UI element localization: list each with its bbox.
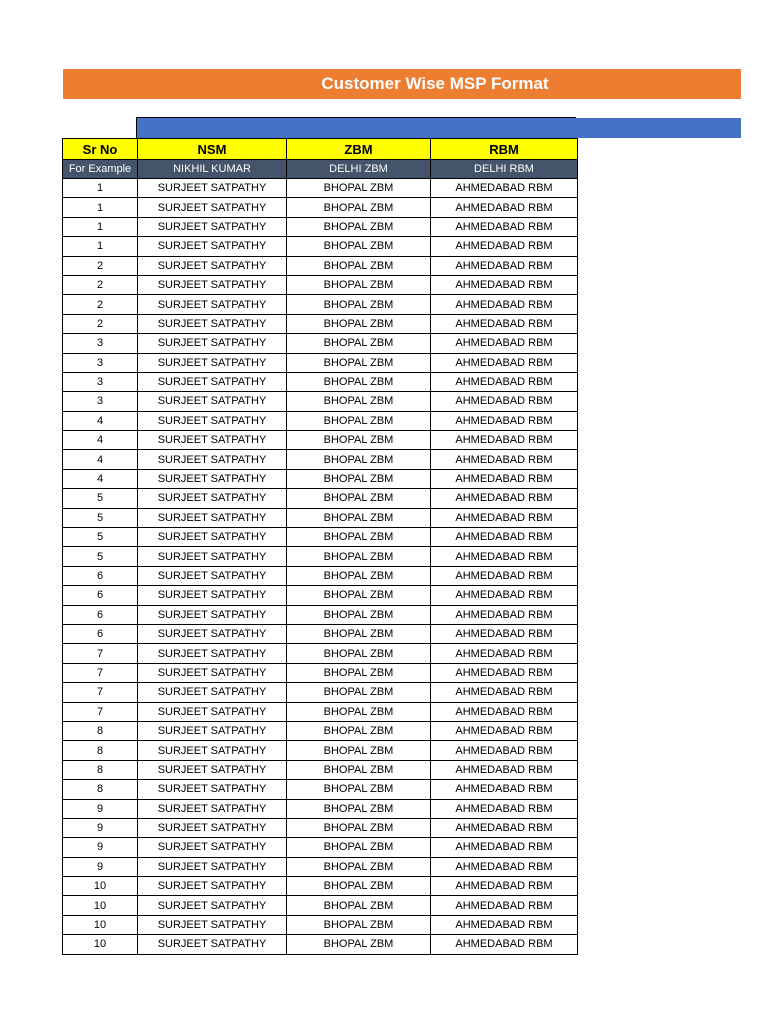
cell-nsm[interactable]: SURJEET SATPATHY — [138, 702, 287, 721]
cell-zbm[interactable]: BHOPAL ZBM — [287, 857, 431, 876]
table-row — [63, 431, 578, 450]
cell-rbm[interactable]: AHMEDABAD RBM — [431, 547, 578, 566]
cell-zbm[interactable]: BHOPAL ZBM — [287, 256, 431, 275]
table-row — [63, 702, 578, 721]
cell-zbm[interactable]: BHOPAL ZBM — [287, 799, 431, 818]
cell-sr-no[interactable]: 9 — [63, 818, 138, 837]
cell-zbm[interactable]: BHOPAL ZBM — [287, 896, 431, 915]
cell-rbm[interactable]: AHMEDABAD RBM — [431, 721, 578, 740]
cell-rbm[interactable]: AHMEDABAD RBM — [431, 256, 578, 275]
cell-nsm[interactable]: SURJEET SATPATHY — [138, 857, 287, 876]
cell-nsm[interactable]: SURJEET SATPATHY — [138, 547, 287, 566]
cell-sr-no[interactable]: 8 — [63, 780, 138, 799]
cell-rbm[interactable]: AHMEDABAD RBM — [431, 334, 578, 353]
cell-rbm[interactable]: AHMEDABAD RBM — [431, 644, 578, 663]
table-row — [63, 392, 578, 411]
table-row — [63, 353, 578, 372]
cell-zbm[interactable]: BHOPAL ZBM — [287, 877, 431, 896]
table-row — [63, 605, 578, 624]
cell-nsm[interactable]: SURJEET SATPATHY — [138, 818, 287, 837]
table-row — [63, 334, 578, 353]
cell-zbm[interactable]: BHOPAL ZBM — [287, 431, 431, 450]
cell-sr-no[interactable]: 9 — [63, 857, 138, 876]
cell-sr-no[interactable]: 4 — [63, 450, 138, 469]
table-row — [63, 935, 578, 954]
cell-zbm[interactable]: BHOPAL ZBM — [287, 217, 431, 236]
header-nsm[interactable]: NSM — [138, 139, 287, 160]
cell-nsm[interactable]: SURJEET SATPATHY — [138, 489, 287, 508]
table-row — [63, 566, 578, 585]
table-row — [63, 314, 578, 333]
example-rbm[interactable]: DELHI RBM — [431, 160, 578, 179]
cell-nsm[interactable]: SURJEET SATPATHY — [138, 644, 287, 663]
cell-sr-no[interactable]: 9 — [63, 838, 138, 857]
cell-sr-no[interactable]: 5 — [63, 528, 138, 547]
cell-sr-no[interactable]: 6 — [63, 605, 138, 624]
table-row — [63, 528, 578, 547]
cell-nsm[interactable]: SURJEET SATPATHY — [138, 799, 287, 818]
cell-zbm[interactable]: BHOPAL ZBM — [287, 780, 431, 799]
cell-rbm[interactable]: AHMEDABAD RBM — [431, 818, 578, 837]
cell-nsm[interactable]: SURJEET SATPATHY — [138, 450, 287, 469]
cell-sr-no[interactable]: 2 — [63, 295, 138, 314]
cell-sr-no[interactable]: 8 — [63, 741, 138, 760]
cell-sr-no[interactable]: 6 — [63, 566, 138, 585]
cell-nsm[interactable]: SURJEET SATPATHY — [138, 780, 287, 799]
table-row — [63, 741, 578, 760]
table-row — [63, 857, 578, 876]
cell-sr-no[interactable]: 3 — [63, 392, 138, 411]
cell-zbm[interactable]: BHOPAL ZBM — [287, 489, 431, 508]
cell-sr-no[interactable]: 8 — [63, 760, 138, 779]
cell-nsm[interactable]: SURJEET SATPATHY — [138, 411, 287, 430]
cell-sr-no[interactable]: 1 — [63, 179, 138, 198]
example-zbm[interactable]: DELHI ZBM — [287, 160, 431, 179]
title-banner — [63, 69, 741, 99]
cell-rbm[interactable]: AHMEDABAD RBM — [431, 198, 578, 217]
cell-sr-no[interactable]: 3 — [63, 334, 138, 353]
cell-zbm[interactable]: BHOPAL ZBM — [287, 198, 431, 217]
cell-sr-no[interactable]: 6 — [63, 624, 138, 643]
cell-nsm[interactable]: SURJEET SATPATHY — [138, 605, 287, 624]
table-row — [63, 372, 578, 391]
cell-zbm[interactable]: BHOPAL ZBM — [287, 818, 431, 837]
cell-nsm[interactable]: SURJEET SATPATHY — [138, 431, 287, 450]
table-row — [63, 838, 578, 857]
cell-nsm[interactable]: SURJEET SATPATHY — [138, 256, 287, 275]
cell-sr-no[interactable]: 4 — [63, 431, 138, 450]
cell-sr-no[interactable]: 2 — [63, 275, 138, 294]
cell-nsm[interactable]: SURJEET SATPATHY — [138, 721, 287, 740]
cell-nsm[interactable]: SURJEET SATPATHY — [138, 877, 287, 896]
cell-zbm[interactable]: BHOPAL ZBM — [287, 334, 431, 353]
cell-sr-no[interactable]: 5 — [63, 508, 138, 527]
cell-zbm[interactable]: BHOPAL ZBM — [287, 935, 431, 954]
table-row — [63, 237, 578, 256]
header-row — [63, 139, 578, 160]
cell-rbm[interactable]: AHMEDABAD RBM — [431, 915, 578, 934]
table-row — [63, 877, 578, 896]
cell-rbm[interactable]: AHMEDABAD RBM — [431, 528, 578, 547]
cell-nsm[interactable]: SURJEET SATPATHY — [138, 469, 287, 488]
cell-zbm[interactable]: BHOPAL ZBM — [287, 624, 431, 643]
table-row — [63, 547, 578, 566]
cell-nsm[interactable]: SURJEET SATPATHY — [138, 760, 287, 779]
cell-sr-no[interactable]: 10 — [63, 896, 138, 915]
cell-sr-no[interactable]: 10 — [63, 877, 138, 896]
cell-nsm[interactable]: SURJEET SATPATHY — [138, 179, 287, 198]
cell-zbm[interactable]: BHOPAL ZBM — [287, 372, 431, 391]
cell-nsm[interactable]: SURJEET SATPATHY — [138, 896, 287, 915]
cell-sr-no[interactable]: 7 — [63, 702, 138, 721]
cell-zbm[interactable]: BHOPAL ZBM — [287, 721, 431, 740]
cell-rbm[interactable]: AHMEDABAD RBM — [431, 469, 578, 488]
cell-rbm[interactable]: AHMEDABAD RBM — [431, 566, 578, 585]
cell-sr-no[interactable]: 7 — [63, 644, 138, 663]
cell-zbm[interactable]: BHOPAL ZBM — [287, 915, 431, 934]
cell-zbm[interactable]: BHOPAL ZBM — [287, 547, 431, 566]
table-row — [63, 217, 578, 236]
table-row — [63, 915, 578, 934]
cell-zbm[interactable]: BHOPAL ZBM — [287, 411, 431, 430]
cell-sr-no[interactable]: 10 — [63, 915, 138, 934]
cell-rbm[interactable]: AHMEDABAD RBM — [431, 780, 578, 799]
cell-nsm[interactable]: SURJEET SATPATHY — [138, 295, 287, 314]
table-row — [63, 450, 578, 469]
cell-nsm[interactable]: SURJEET SATPATHY — [138, 528, 287, 547]
table-row — [63, 586, 578, 605]
blue-header-band — [137, 118, 741, 138]
cell-zbm[interactable]: BHOPAL ZBM — [287, 508, 431, 527]
cell-rbm[interactable]: AHMEDABAD RBM — [431, 799, 578, 818]
cell-rbm[interactable]: AHMEDABAD RBM — [431, 314, 578, 333]
cell-zbm[interactable]: BHOPAL ZBM — [287, 702, 431, 721]
cell-nsm[interactable]: SURJEET SATPATHY — [138, 275, 287, 294]
cell-rbm[interactable]: AHMEDABAD RBM — [431, 353, 578, 372]
cell-zbm[interactable]: BHOPAL ZBM — [287, 179, 431, 198]
table-row — [63, 780, 578, 799]
cell-rbm[interactable]: AHMEDABAD RBM — [431, 275, 578, 294]
table-row — [63, 275, 578, 294]
cell-zbm[interactable]: BHOPAL ZBM — [287, 353, 431, 372]
cell-nsm[interactable]: SURJEET SATPATHY — [138, 334, 287, 353]
cell-rbm[interactable]: AHMEDABAD RBM — [431, 935, 578, 954]
cell-sr-no[interactable]: 7 — [63, 683, 138, 702]
table-row — [63, 411, 578, 430]
table-row — [63, 179, 578, 198]
cell-zbm[interactable]: BHOPAL ZBM — [287, 566, 431, 585]
cell-zbm[interactable]: BHOPAL ZBM — [287, 275, 431, 294]
cell-nsm[interactable]: SURJEET SATPATHY — [138, 683, 287, 702]
cell-zbm[interactable]: BHOPAL ZBM — [287, 586, 431, 605]
cell-rbm[interactable]: AHMEDABAD RBM — [431, 605, 578, 624]
table-row — [63, 644, 578, 663]
table-row — [63, 760, 578, 779]
cell-zbm[interactable]: BHOPAL ZBM — [287, 295, 431, 314]
cell-sr-no[interactable]: 3 — [63, 353, 138, 372]
table-row — [63, 295, 578, 314]
cell-nsm[interactable]: SURJEET SATPATHY — [138, 838, 287, 857]
cell-nsm[interactable]: SURJEET SATPATHY — [138, 372, 287, 391]
cell-rbm[interactable]: AHMEDABAD RBM — [431, 489, 578, 508]
cell-sr-no[interactable]: 1 — [63, 237, 138, 256]
example-nsm[interactable]: NIKHIL KUMAR — [138, 160, 287, 179]
table-row — [63, 683, 578, 702]
cell-sr-no[interactable]: 10 — [63, 935, 138, 954]
cell-zbm[interactable]: BHOPAL ZBM — [287, 469, 431, 488]
cell-rbm[interactable]: AHMEDABAD RBM — [431, 392, 578, 411]
cell-sr-no[interactable]: 5 — [63, 547, 138, 566]
cell-rbm[interactable]: AHMEDABAD RBM — [431, 586, 578, 605]
cell-rbm[interactable]: AHMEDABAD RBM — [431, 857, 578, 876]
header-sr-no[interactable]: Sr No — [63, 139, 138, 160]
cell-nsm[interactable]: SURJEET SATPATHY — [138, 392, 287, 411]
cell-nsm[interactable]: SURJEET SATPATHY — [138, 935, 287, 954]
cell-nsm[interactable]: SURJEET SATPATHY — [138, 663, 287, 682]
cell-nsm[interactable]: SURJEET SATPATHY — [138, 741, 287, 760]
cell-rbm[interactable]: AHMEDABAD RBM — [431, 411, 578, 430]
cell-sr-no[interactable]: 5 — [63, 489, 138, 508]
cell-nsm[interactable]: SURJEET SATPATHY — [138, 217, 287, 236]
cell-rbm[interactable]: AHMEDABAD RBM — [431, 760, 578, 779]
cell-sr-no[interactable]: 7 — [63, 663, 138, 682]
table-row — [63, 469, 578, 488]
cell-rbm[interactable]: AHMEDABAD RBM — [431, 877, 578, 896]
cell-zbm[interactable]: BHOPAL ZBM — [287, 528, 431, 547]
cell-rbm[interactable]: AHMEDABAD RBM — [431, 624, 578, 643]
cell-rbm[interactable]: AHMEDABAD RBM — [431, 508, 578, 527]
cell-nsm[interactable]: SURJEET SATPATHY — [138, 915, 287, 934]
cell-sr-no[interactable]: 4 — [63, 411, 138, 430]
table-row — [63, 721, 578, 740]
cell-sr-no[interactable]: 3 — [63, 372, 138, 391]
cell-zbm[interactable]: BHOPAL ZBM — [287, 644, 431, 663]
cell-zbm[interactable]: BHOPAL ZBM — [287, 683, 431, 702]
cell-zbm[interactable]: BHOPAL ZBM — [287, 663, 431, 682]
cell-nsm[interactable]: SURJEET SATPATHY — [138, 353, 287, 372]
table-row — [63, 198, 578, 217]
header-zbm[interactable]: ZBM — [287, 139, 431, 160]
cell-rbm[interactable]: AHMEDABAD RBM — [431, 450, 578, 469]
cell-rbm[interactable]: AHMEDABAD RBM — [431, 896, 578, 915]
cell-rbm[interactable]: AHMEDABAD RBM — [431, 683, 578, 702]
cell-nsm[interactable]: SURJEET SATPATHY — [138, 566, 287, 585]
table-row — [63, 799, 578, 818]
cell-zbm[interactable]: BHOPAL ZBM — [287, 450, 431, 469]
cell-rbm[interactable]: AHMEDABAD RBM — [431, 295, 578, 314]
example-sr-no[interactable]: For Example — [63, 160, 138, 179]
table-row — [63, 624, 578, 643]
cell-sr-no[interactable]: 6 — [63, 586, 138, 605]
cell-zbm[interactable]: BHOPAL ZBM — [287, 741, 431, 760]
cell-rbm[interactable]: AHMEDABAD RBM — [431, 217, 578, 236]
cell-rbm[interactable]: AHMEDABAD RBM — [431, 372, 578, 391]
cell-rbm[interactable]: AHMEDABAD RBM — [431, 179, 578, 198]
cell-sr-no[interactable]: 1 — [63, 198, 138, 217]
cell-rbm[interactable]: AHMEDABAD RBM — [431, 431, 578, 450]
cell-sr-no[interactable]: 2 — [63, 314, 138, 333]
cell-sr-no[interactable]: 9 — [63, 799, 138, 818]
cell-nsm[interactable]: SURJEET SATPATHY — [138, 314, 287, 333]
cell-nsm[interactable]: SURJEET SATPATHY — [138, 624, 287, 643]
cell-sr-no[interactable]: 1 — [63, 217, 138, 236]
cell-rbm[interactable]: AHMEDABAD RBM — [431, 702, 578, 721]
cell-rbm[interactable]: AHMEDABAD RBM — [431, 838, 578, 857]
cell-nsm[interactable]: SURJEET SATPATHY — [138, 237, 287, 256]
cell-rbm[interactable]: AHMEDABAD RBM — [431, 741, 578, 760]
table-row — [63, 489, 578, 508]
cell-zbm[interactable]: BHOPAL ZBM — [287, 760, 431, 779]
msp-table — [62, 138, 578, 955]
header-rbm[interactable]: RBM — [431, 139, 578, 160]
cell-zbm[interactable]: BHOPAL ZBM — [287, 605, 431, 624]
cell-sr-no[interactable]: 2 — [63, 256, 138, 275]
table-row — [63, 818, 578, 837]
table-row — [63, 256, 578, 275]
table-row — [63, 663, 578, 682]
cell-rbm[interactable]: AHMEDABAD RBM — [431, 663, 578, 682]
sheet-title: Customer Wise MSP Format — [321, 74, 549, 93]
cell-zbm[interactable]: BHOPAL ZBM — [287, 237, 431, 256]
cell-rbm[interactable]: AHMEDABAD RBM — [431, 237, 578, 256]
cell-sr-no[interactable]: 8 — [63, 721, 138, 740]
cell-sr-no[interactable]: 4 — [63, 469, 138, 488]
cell-nsm[interactable]: SURJEET SATPATHY — [138, 586, 287, 605]
table-row — [63, 896, 578, 915]
cell-zbm[interactable]: BHOPAL ZBM — [287, 838, 431, 857]
cell-nsm[interactable]: SURJEET SATPATHY — [138, 508, 287, 527]
cell-zbm[interactable]: BHOPAL ZBM — [287, 314, 431, 333]
cell-zbm[interactable]: BHOPAL ZBM — [287, 392, 431, 411]
example-row — [63, 160, 578, 179]
cell-nsm[interactable]: SURJEET SATPATHY — [138, 198, 287, 217]
table-row — [63, 508, 578, 527]
